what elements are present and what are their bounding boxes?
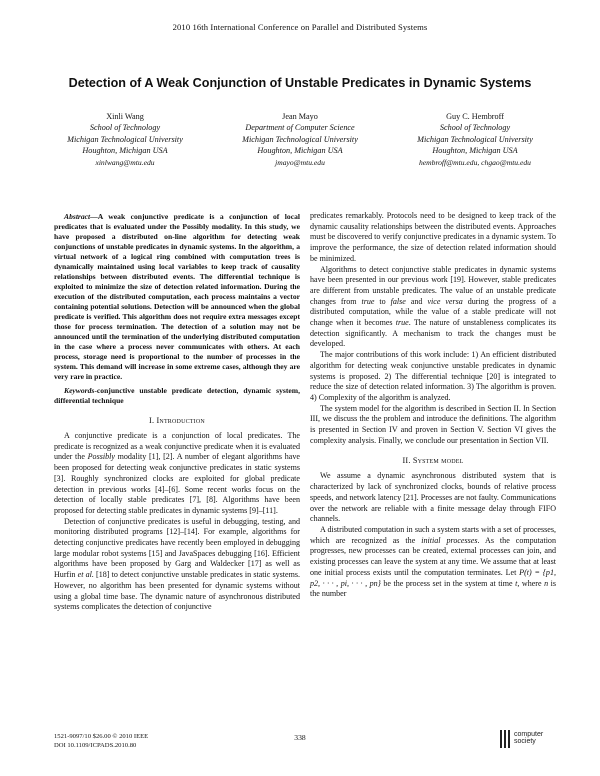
text-run: is the number bbox=[310, 578, 556, 599]
footer-issn: 1521-9097/10 $26.00 © 2010 IEEE bbox=[54, 733, 149, 740]
text-run: [18] to detect conjunctive unstable predicates in static systems. However, no algorithm has been presented for dynamic systems without using a global time base. The dynamic nature of asynchronous distributed systems complicates the detection of conjunctive bbox=[54, 570, 300, 612]
author-1 bbox=[40, 111, 210, 168]
model-paragraph-1: We assume a dynamic asynchronous distributed system that is characterized by lack of synchronized clocks, bounds of relative process speeds, and network latency [21]. Processes are not faulty. Communications over the network are reliable with a finite message delay through FIFO channels. bbox=[310, 471, 556, 524]
author-email: jmayo@mtu.edu bbox=[275, 157, 325, 167]
author-name: Jean Mayo bbox=[282, 112, 318, 121]
page-number: 338 bbox=[294, 733, 306, 742]
author-dept: Department of Computer Science bbox=[245, 123, 355, 133]
logo-line-2: society bbox=[514, 738, 536, 745]
text-run: , where bbox=[517, 578, 545, 588]
footer-doi: DOI 10.1109/ICPADS.2010.80 bbox=[54, 741, 137, 749]
math-false: false bbox=[390, 296, 406, 306]
math-true: true bbox=[395, 318, 409, 328]
author-location: Houghton, Michigan USA bbox=[82, 146, 168, 156]
et-al: et al. bbox=[77, 570, 94, 580]
text-run: during the progress of a distributed computation, while the value of a stable predicate will not change when it becomes bbox=[310, 296, 556, 328]
intro-paragraph-1 bbox=[54, 431, 300, 517]
math-process-set: P(t) = {p1, p2, · · · , pi, · · · , pn} bbox=[310, 567, 556, 588]
intro-paragraph-4: The major contributions of this work include: 1) An efficient distributed algorithm for detecting weak conjunctive unstable predicates in dynamic systems is proposed. 2) The differential technique [20] is integrated to reduce the size of detection related information. 3) The algorithm is proven. 4) Complexity of the algorithm is analyzed. bbox=[310, 350, 556, 402]
author-univ: Michigan Technological University bbox=[67, 134, 183, 144]
abstract-label: Abstract bbox=[64, 212, 91, 221]
author-location: Houghton, Michigan USA bbox=[257, 146, 343, 156]
computer-society-logo bbox=[498, 725, 560, 755]
initial-processes: initial processes bbox=[421, 535, 478, 545]
computer-society-logo-icon bbox=[498, 729, 512, 749]
text-run: modality [1], [2]. A number of elegant algorithms have been proposed for detecting weak conjunctive predicates in static systems [3]. Roughly synchronized clocks are exploited for global predicate detection in previous works [4]–[6]. Some recent works focus on the detection of locally stable predicates [7], [8]. Algorithms have been proposed for detecting stable predicates in dynamic systems [9]–[11]. bbox=[54, 452, 300, 515]
conference-header: 2010 16th International Conference on Parallel and Distributed Systems bbox=[172, 22, 428, 32]
logo-line-1: computer bbox=[514, 731, 544, 738]
text-run: to bbox=[374, 296, 391, 306]
author-email: xinlwang@mtu.edu bbox=[95, 157, 155, 167]
author-block bbox=[40, 111, 560, 168]
keywords-label: Keywords bbox=[64, 386, 95, 395]
section-number: II. bbox=[402, 456, 411, 466]
left-column bbox=[54, 212, 300, 613]
text-run: and bbox=[405, 296, 428, 306]
author-2 bbox=[215, 111, 385, 168]
keywords-text: -conjunctive unstable predicate detection, dynamic system, differential technique bbox=[54, 386, 300, 405]
intro-paragraph-2-cont: predicates remarkably. Protocols need to be designed to keep track of the dynamic causality relationships between the distributed events. Approaches must be discovered to verify conjunctive predicates in a dynamic system. To improve the performance, the size of detection related information should be minimized. bbox=[310, 211, 556, 263]
abstract-text: —A weak conjunctive predicate is a conjunction of local predicates that is evaluated under the Possibly modality. In this study, we have proposed a distributed on-line algorithm for detecting weak conjunctions of unstable predicates in dynamic systems. In the algorithm, a virtual network of a logical ring combined with computation trees is dynamically maintained using local variables to keep track of causality relationships between distributed events. The differential technique is exploited to minimize the size of detection related information. During the execution of the distributed computation, each process maintains a vector containing potential solutions. Detection will be announced when the global predicate is verified. This algorithm does not require extra messages except those for process termination. The detection of a solution may not be announced until the termination of the underlying distributed computation in the case where a process never communicates with others. At each process, storage need is proportional to the number of processes in the system. This demand will increase in some extreme cases, although they are very rare in practice. bbox=[54, 212, 300, 381]
intro-paragraph-3 bbox=[310, 265, 556, 351]
text-run: . As the computation progresses, new processes can be created, external processes can join, and existing processes can leave the system at any time. We assume that at least one initial process exists until the computation terminates. Let bbox=[310, 535, 556, 577]
author-name: Xinli Wang bbox=[106, 112, 144, 121]
keywords bbox=[54, 386, 300, 406]
text-run: A distributed computation in such a system starts with a set of processes, which are recognized as the bbox=[310, 524, 556, 545]
vice-versa: vice versa bbox=[427, 296, 463, 306]
paper-title: Detection of A Weak Conjunction of Unstable Predicates in Dynamic Systems bbox=[68, 76, 532, 90]
section-title: System model bbox=[412, 456, 464, 466]
author-location: Houghton, Michigan USA bbox=[432, 146, 518, 156]
intro-paragraph-5: The system model for the algorithm is described in Section II. In Section III, we discuss the the problem and introduce the definitions. The algorithm is presented in Section IV and proven in Section V. Section VI gives the complexity analysis. Finally, we conclude our presentation in Section VII. bbox=[310, 403, 556, 445]
logo-text bbox=[514, 731, 543, 745]
text-run: be the process set in the system at time bbox=[380, 578, 516, 588]
intro-paragraph-2 bbox=[54, 517, 300, 613]
section-number: I. bbox=[149, 416, 155, 425]
text-run: . The nature of unstableness complicates its detection significantly. A mechanism to track the changes must be developed. bbox=[310, 318, 557, 349]
model-paragraph-2 bbox=[310, 525, 556, 600]
author-dept: School of Technology bbox=[89, 123, 161, 133]
section-heading-system-model bbox=[310, 456, 556, 465]
author-univ: Michigan Technological University bbox=[417, 134, 533, 144]
abstract bbox=[54, 212, 300, 382]
author-univ: Michigan Technological University bbox=[242, 134, 358, 144]
text-run: A conjunctive predicate is a conjunction of local predicates. The predicate is recognized as a weak conjunctive predicate when it is evaluated under the bbox=[54, 431, 300, 462]
math-t: t bbox=[515, 578, 518, 588]
text-run: Detection of conjunctive predicates is useful in debugging, testing, and monitoring distributed programs [12]–[14]. For example, algorithms for detecting conjunctive predicates have recently been employed in debugging large modular robot systems [15] and JavaSpaces debugging [16]. Efficient algorithms have been proposed by Garg and Waldecker [17] as well as Hurfin bbox=[54, 516, 300, 580]
section-heading-introduction bbox=[54, 416, 300, 425]
author-email: hembroff@mtu.edu, chgao@mtu.edu bbox=[419, 157, 531, 167]
text-run: Algorithms to detect conjunctive stable predicates in dynamic systems have been presented in our previous work [19]. However, stable predicates are different from unstable predicates. The value of an unstable predicate changes from bbox=[310, 264, 556, 306]
math-true: true bbox=[361, 296, 375, 306]
author-name: Guy C. Hembroff bbox=[446, 112, 504, 121]
author-dept: School of Technology bbox=[439, 123, 511, 133]
section-title: Introduction bbox=[156, 416, 205, 425]
math-possibly: Possibly bbox=[87, 452, 115, 462]
author-3 bbox=[390, 111, 560, 168]
right-column bbox=[310, 211, 556, 600]
math-n: n bbox=[544, 578, 549, 588]
